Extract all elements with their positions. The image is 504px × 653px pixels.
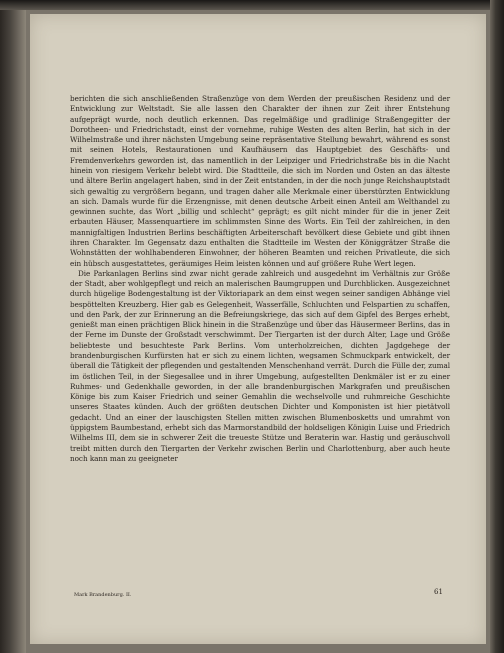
scan-edge-right: [490, 0, 504, 653]
scan-edge-left: [0, 0, 26, 653]
paragraph-2: Die Parkanlagen Berlins sind zwar nicht gerade zahlreich und ausgedehnt im Verhältnis zur Größe der Stadt, aber wohlgepflegt und reich an malerischen Baumgruppen und Durchblicken. Ausgezeichnet durch hügelige Bodengestaltung ist der Viktoriapark an dem einst wegen seiner sandigen Abhänge viel bespöttelten Kreuzberg. Hier gab es Gelegenheit, Wasserfälle, Schluchten und Felspartien zu schaffen, und den Park, der zur Erinnerung an die Befreiungskriege, das sich auf dem Gipfel des Berges erhebt, genießt man einen prächtigen Blick hinein in die Straßenzüge und über das Häusermeer Berlins, das in der Ferne im Dunste der Großstadt verschwimmt. Der Tiergarten ist der durch Alter, Lage und Größe beliebteste und besuchteste Park Berlins. Vom unterholzreichen, dichten Jagdgehege der brandenburgischen Kurfürsten hat er sich zu einem lichten, wegsamen Schmuckpark entwickelt, der überall die Tätigkeit der pflegenden und gestaltenden Menschenhand verrät. Durch die Fülle der, zumal im östlichen Teil, in der Siegesallee und in ihrer Umgebung, aufgestellten Denkmäler ist er zu einer Ruhmes- und Gedenkhalle geworden, in der alle brandenburgischen Markgrafen und preußischen Könige bis zum Kaiser Friedrich und seiner Gemahlin die wechselvolle und ruhmreiche Geschichte unseres Staates künden. Auch der größten deutschen Dichter und Komponisten ist hier pietätvoll gedacht. Und an einer der lauschigsten Stellen mitten zwischen Blumenbosketts und umrahmt von üppigstem Baumbestand, erhebt sich das Marmorstandbild der holdseligen Königin Luise und Friedrich Wilhelms III, dem sie in schwerer Zeit die treueste Stütze und Beraterin war. Hastig und geräuschvoll treibt mitten durch den Tiergarten der Verkehr zwischen Berlin und Charlottenburg, aber auch heute noch kann man zu geeigneter: [70, 268, 450, 463]
page-number: 61: [434, 588, 443, 596]
book-page: [30, 14, 486, 644]
body-text: [70, 94, 450, 464]
signature-mark: Mark Brandenburg. II.: [74, 592, 132, 598]
paragraph-1: berichten die sich anschließenden Straßenzüge von dem Werden der preußischen Residenz und der Entwicklung zur Weltstadt. Sie alle lassen den Charakter der ihnen zur Zeit ihrer Entstehung aufgeprägt wurde, noch deutlich erkennen. Das regelmäßige und gradlinige Straßengegitter der Dorotheen- und Friedrichstadt, einst der vornehme, ruhige Westen des alten Berlin, hat sich in der Wilhelmstraße und ihrer nächsten Umgebung seine repräsentative Stellung bewahrt, während es sonst mit seinen Hotels, Restaurationen und Kaufhäusern das Hauptgebiet des Geschäfts- und Fremdenverkehrs geworden ist, das namentlich in der Leipziger und Friedrichstraße bis in die Nacht hinein von riesigem Verkehr belebt wird. Die Stadtteile, die sich im Norden und Osten an das älteste und ältere Berlin angelagert haben, sind in der Zeit entstanden, in der die noch junge Reichshauptstadt sich gewaltig zu vergrößern begann, und tragen daher alle Merkmale einer überstürzten Entwicklung an sich. Damals wurde für die Erzengnisse, mit denen deutsche Arbeit einen Anteil am Welthandel zu gewinnen suchte, das Wort „billig und schlecht“ geprägt; es gilt nicht minder für die in jener Zeit erbauten Häuser, Massenquartiere im schlimmsten Sinne des Worts. Ein Teil der zahlreichen, in den mannigfaltigen Industrien Berlins beschäftigten Arbeiterschaft bevölkert diese Gebiete und gibt ihnen ihren Charakter. Im Gegensatz dazu enthalten die Stadtteile im Westen der Königgrätzer Straße die Wohnstätten der wohlhabenderen Einwohner, der höheren Beamten und reichen Privatleute, die sich ein hübsch ausgestattetes, geräumiges Heim leisten können und auf größere Ruhe Wert legen.: [70, 94, 450, 268]
scan-edge-top: [0, 0, 504, 10]
